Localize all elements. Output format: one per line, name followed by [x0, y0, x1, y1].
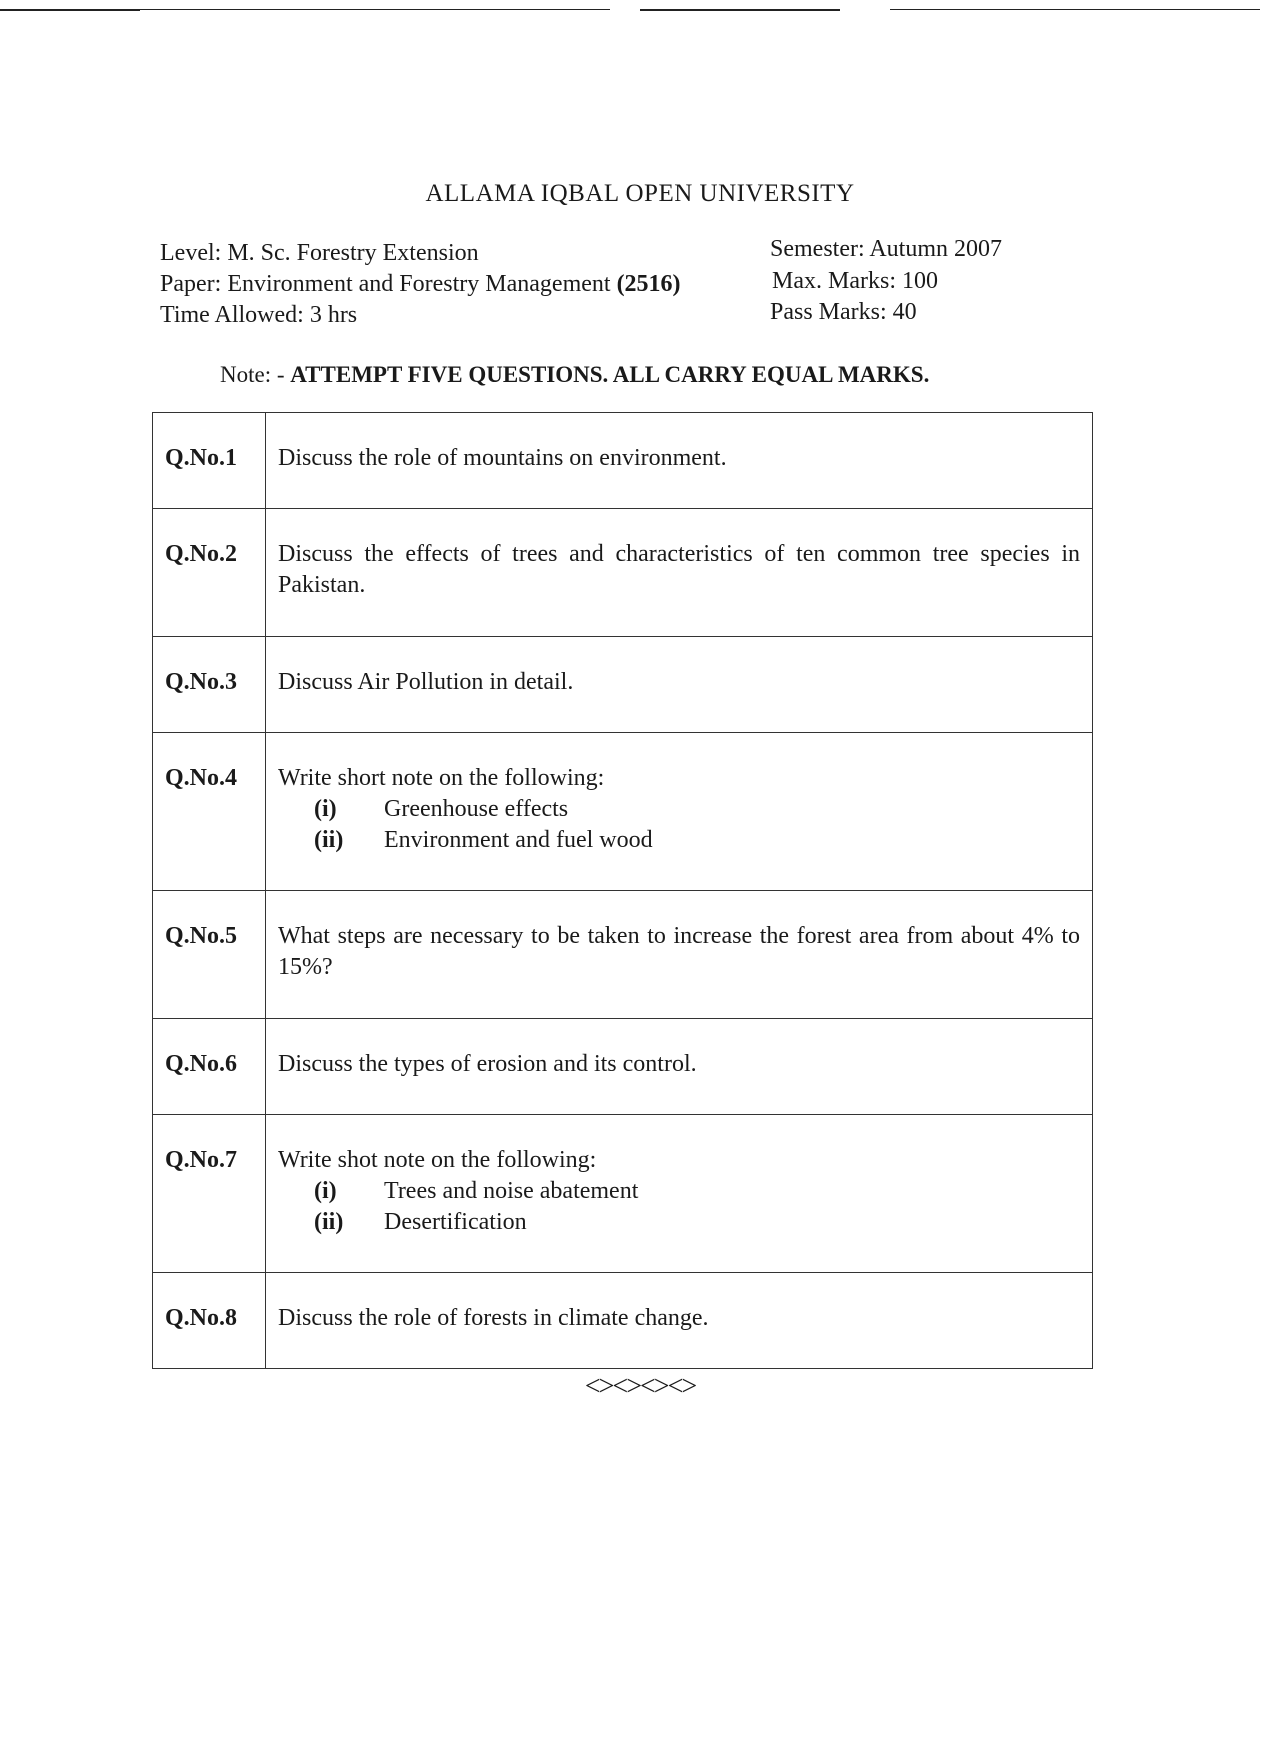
- note-text: ATTEMPT FIVE QUESTIONS. ALL CARRY EQUAL MARKS.: [290, 362, 930, 387]
- question-row-5: [153, 891, 1093, 1019]
- question-text: What steps are necessary to be taken to increase the forest area from about 4% to 15%?: [266, 891, 1093, 1019]
- pass-marks-info: [770, 297, 917, 327]
- question-row-7: [153, 1115, 1093, 1273]
- level-info: [160, 238, 479, 268]
- paper-info: [160, 269, 681, 299]
- paper-label: Paper:: [160, 271, 222, 297]
- question-row-1: [153, 413, 1093, 509]
- sub-question: [314, 1207, 1080, 1238]
- question-text: Discuss the effects of trees and characteristics of ten common tree species in Pakistan.: [266, 509, 1093, 637]
- sub-question-text: Desertification: [384, 1209, 527, 1235]
- scan-rule-left: [0, 9, 140, 11]
- instructions-note: [220, 362, 1090, 388]
- pass-marks-value: 40: [892, 299, 917, 325]
- sub-question-label: (ii): [314, 827, 344, 853]
- time-label: Time Allowed:: [160, 302, 304, 328]
- question-number: Q.No.4: [153, 733, 266, 891]
- question-text: Discuss the role of forests in climate change.: [266, 1273, 1093, 1369]
- sub-question: [314, 794, 1080, 825]
- questions-table: [152, 412, 1093, 1369]
- scan-rule-right: [890, 9, 1260, 10]
- exam-details: [150, 238, 1090, 334]
- meta-row-time: [150, 300, 1090, 331]
- semester-label: Semester:: [770, 236, 865, 262]
- max-marks-value: 100: [901, 268, 938, 294]
- pass-marks-label: Pass Marks:: [770, 299, 887, 325]
- question-number: Q.No.7: [153, 1115, 266, 1273]
- question-number: Q.No.8: [153, 1273, 266, 1369]
- paper-value: Environment and Forestry Management: [227, 271, 611, 297]
- university-title: ALLAMA IQBAL OPEN UNIVERSITY: [425, 180, 855, 207]
- semester-info: [770, 234, 1002, 264]
- level-value: M. Sc. Forestry Extension: [227, 240, 479, 266]
- question-number: Q.No.1: [153, 413, 266, 509]
- sub-question-label: (i): [314, 796, 337, 822]
- semester-value: Autumn 2007: [869, 236, 1002, 262]
- question-text: Discuss the role of mountains on environment.: [266, 413, 1093, 509]
- question-number: Q.No.6: [153, 1019, 266, 1115]
- question-row-6: [153, 1019, 1093, 1115]
- question-row-4: [153, 733, 1093, 891]
- meta-row-paper: [150, 269, 1090, 300]
- sub-question-text: Trees and noise abatement: [384, 1178, 639, 1204]
- sub-question-label: (ii): [314, 1209, 344, 1235]
- scan-rule-mid: [140, 9, 610, 10]
- paper-code: (2516): [616, 271, 681, 297]
- question-text: Write shot note on the following:: [278, 1147, 597, 1173]
- question-row-2: [153, 509, 1093, 637]
- sub-question: [314, 825, 1080, 856]
- question-row-3: [153, 637, 1093, 733]
- question-text: Discuss the types of erosion and its control.: [266, 1019, 1093, 1115]
- sub-question-label: (i): [314, 1178, 337, 1204]
- question-number: Q.No.3: [153, 637, 266, 733]
- question-text-block: [266, 733, 1093, 891]
- max-marks-info: [772, 266, 938, 296]
- time-info: [160, 300, 357, 330]
- sub-question-text: Greenhouse effects: [384, 796, 569, 822]
- sub-question-text: Environment and fuel wood: [384, 827, 653, 853]
- note-prefix: Note: -: [220, 362, 285, 387]
- meta-row-level: [150, 238, 1090, 269]
- question-text: Write short note on the following:: [278, 765, 605, 791]
- exam-paper: [150, 180, 1090, 1403]
- max-marks-label: Max. Marks:: [772, 268, 896, 294]
- question-row-8: [153, 1273, 1093, 1369]
- sub-question: [314, 1176, 1080, 1207]
- scan-rule-center: [640, 9, 840, 11]
- question-number: Q.No.2: [153, 509, 266, 637]
- question-number: Q.No.5: [153, 891, 266, 1019]
- time-value: 3 hrs: [309, 302, 358, 328]
- level-label: Level:: [160, 240, 222, 266]
- question-text-block: [266, 1115, 1093, 1273]
- question-text: Discuss Air Pollution in detail.: [266, 637, 1093, 733]
- end-of-paper-mark: <><><><>: [584, 1371, 696, 1402]
